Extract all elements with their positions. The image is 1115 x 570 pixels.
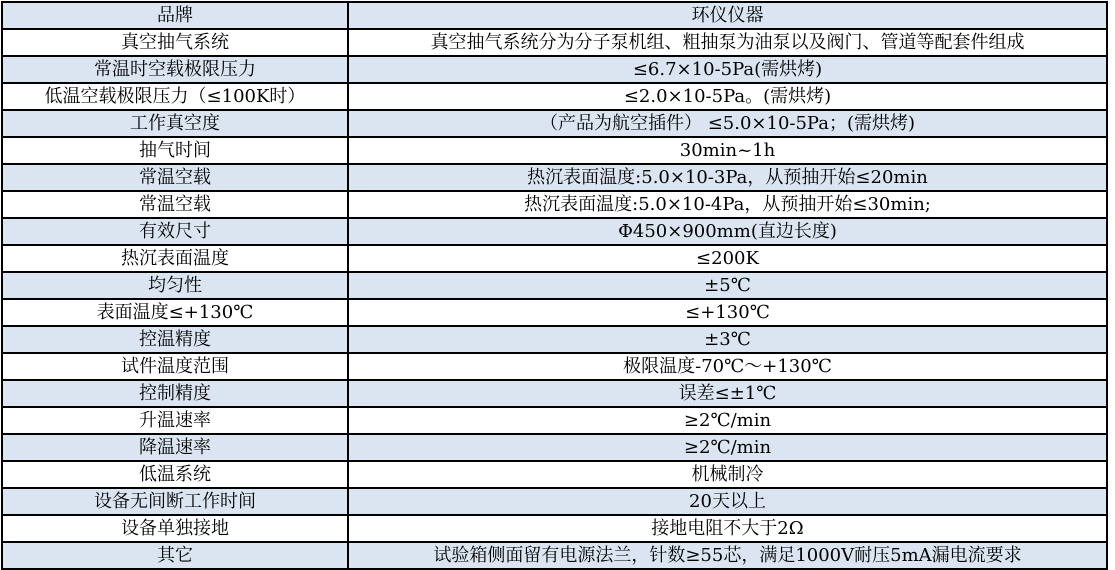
spec-label: 有效尺寸 bbox=[2, 218, 348, 245]
spec-label: 表面温度≤+130℃ bbox=[2, 299, 348, 326]
table-row bbox=[2, 299, 1107, 326]
spec-label: 工作真空度 bbox=[2, 110, 348, 137]
table-row bbox=[2, 83, 1107, 110]
spec-value: （产品为航空插件） ≤5.0×10-5Pa；(需烘烤) bbox=[348, 110, 1107, 137]
spec-label: 设备单独接地 bbox=[2, 515, 348, 542]
spec-value: 热沉表面温度:5.0×10-4Pa，从预抽开始≤30min; bbox=[348, 191, 1107, 218]
table-row bbox=[2, 326, 1107, 353]
spec-label: 升温速率 bbox=[2, 407, 348, 434]
spec-table-body bbox=[2, 2, 1107, 569]
spec-label: 常温空载 bbox=[2, 191, 348, 218]
spec-label: 设备无间断工作时间 bbox=[2, 488, 348, 515]
spec-label: 低温系统 bbox=[2, 461, 348, 488]
spec-label: 控温精度 bbox=[2, 326, 348, 353]
spec-value: ≤200K bbox=[348, 245, 1107, 272]
spec-label: 低温空载极限压力（≤100K时） bbox=[2, 83, 348, 110]
table-row bbox=[2, 245, 1107, 272]
spec-label: 其它 bbox=[2, 542, 348, 569]
spec-label: 试件温度范围 bbox=[2, 353, 348, 380]
spec-label: 降温速率 bbox=[2, 434, 348, 461]
spec-value: 环仪仪器 bbox=[348, 2, 1107, 29]
table-row bbox=[2, 488, 1107, 515]
table-row bbox=[2, 2, 1107, 29]
spec-value: ±5℃ bbox=[348, 272, 1107, 299]
spec-value: ≤+130℃ bbox=[348, 299, 1107, 326]
spec-label: 控制精度 bbox=[2, 380, 348, 407]
spec-value: ≤2.0×10-5Pa。(需烘烤) bbox=[348, 83, 1107, 110]
spec-table bbox=[1, 1, 1108, 570]
table-row bbox=[2, 110, 1107, 137]
table-row bbox=[2, 542, 1107, 569]
spec-value: 机械制冷 bbox=[348, 461, 1107, 488]
table-row bbox=[2, 434, 1107, 461]
spec-label: 热沉表面温度 bbox=[2, 245, 348, 272]
spec-value: 20天以上 bbox=[348, 488, 1107, 515]
spec-value: 接地电阻不大于2Ω bbox=[348, 515, 1107, 542]
spec-label: 常温时空载极限压力 bbox=[2, 56, 348, 83]
spec-label: 品牌 bbox=[2, 2, 348, 29]
table-row bbox=[2, 164, 1107, 191]
spec-value: ≥2℃/min bbox=[348, 434, 1107, 461]
spec-value: 真空抽气系统分为分子泵机组、粗抽泵为油泵以及阀门、管道等配套件组成 bbox=[348, 29, 1107, 56]
table-row bbox=[2, 56, 1107, 83]
spec-value: 误差≤±1℃ bbox=[348, 380, 1107, 407]
spec-value: 试验箱侧面留有电源法兰，针数≥55芯，满足1000V耐压5mA漏电流要求 bbox=[348, 542, 1107, 569]
table-row bbox=[2, 353, 1107, 380]
table-row bbox=[2, 380, 1107, 407]
spec-value: 极限温度-70℃～+130℃ bbox=[348, 353, 1107, 380]
table-row bbox=[2, 137, 1107, 164]
spec-label: 均匀性 bbox=[2, 272, 348, 299]
spec-sheet-page bbox=[0, 1, 1115, 570]
table-row bbox=[2, 407, 1107, 434]
spec-value: ≥2℃/min bbox=[348, 407, 1107, 434]
table-row bbox=[2, 29, 1107, 56]
table-row bbox=[2, 218, 1107, 245]
spec-label: 抽气时间 bbox=[2, 137, 348, 164]
spec-label: 真空抽气系统 bbox=[2, 29, 348, 56]
spec-label: 常温空载 bbox=[2, 164, 348, 191]
spec-value: Φ450×900mm(直边长度) bbox=[348, 218, 1107, 245]
table-row bbox=[2, 515, 1107, 542]
spec-value: ±3℃ bbox=[348, 326, 1107, 353]
table-row bbox=[2, 191, 1107, 218]
table-row bbox=[2, 272, 1107, 299]
table-row bbox=[2, 461, 1107, 488]
spec-value: 热沉表面温度:5.0×10-3Pa，从预抽开始≤20min bbox=[348, 164, 1107, 191]
spec-value: ≤6.7×10-5Pa(需烘烤) bbox=[348, 56, 1107, 83]
spec-value: 30min~1h bbox=[348, 137, 1107, 164]
